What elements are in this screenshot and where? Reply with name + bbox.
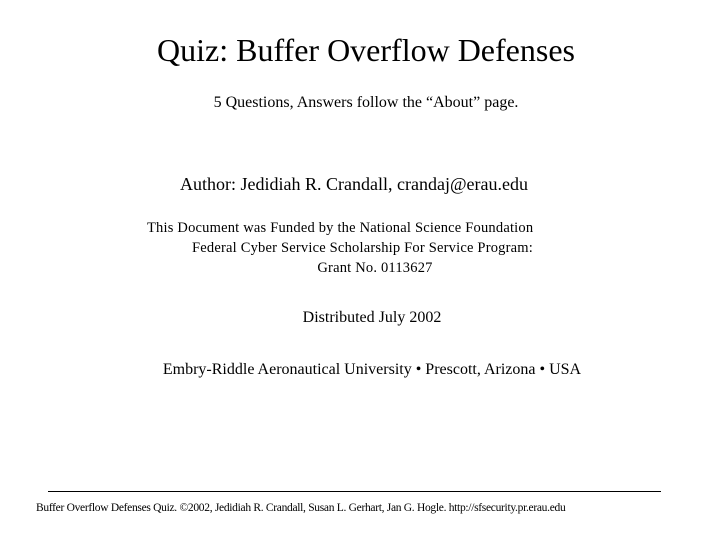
- affiliation-line: Embry-Riddle Aeronautical University • Prescott, Arizona • USA: [162, 361, 582, 378]
- footer-text: Buffer Overflow Defenses Quiz. ©2002, Jedidiah R. Crandall, Susan L. Gerhart, Jan G. Hogle. http://sfsecurity.pr.erau.edu: [36, 502, 566, 514]
- funding-line-2: Federal Cyber Service Scholarship For Service Program:: [192, 240, 533, 256]
- funding-line-1: This Document was Funded by the National Science Foundation: [147, 220, 534, 236]
- funding-line-3: Grant No. 0113627: [317, 260, 433, 276]
- distribution-date: Distributed July 2002: [302, 309, 442, 326]
- footer-divider: [48, 491, 661, 492]
- author-line: Author: Jedidiah R. Crandall, crandaj@erau.edu: [180, 174, 528, 194]
- slide-title: Quiz: Buffer Overflow Defenses: [157, 32, 575, 68]
- slide-subtitle: 5 Questions, Answers follow the “About” page.: [213, 94, 519, 111]
